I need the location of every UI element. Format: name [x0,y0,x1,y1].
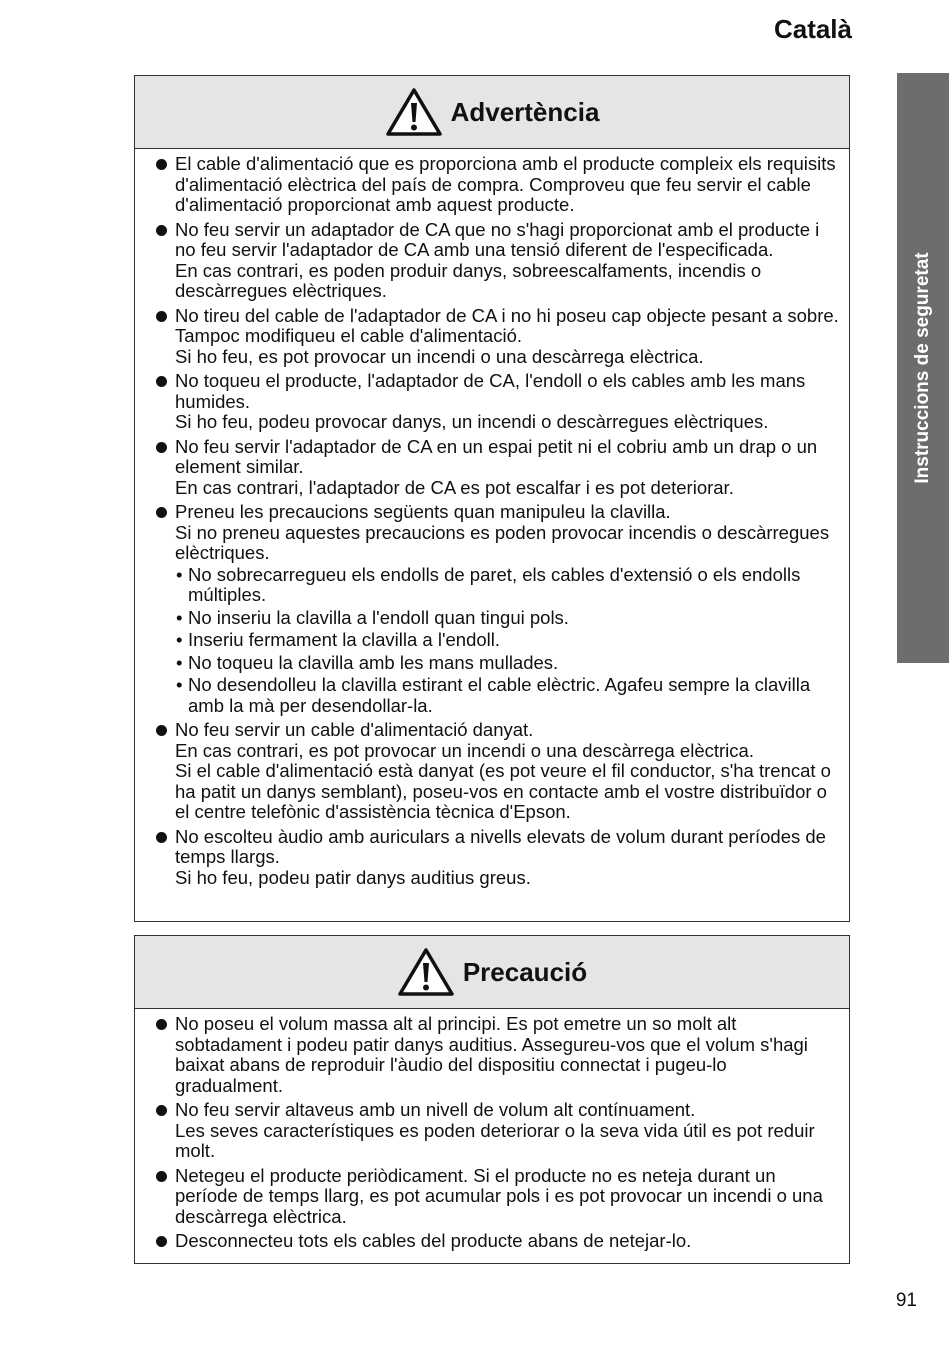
warning-sub-item: • No sobrecarregueu els endolls de paret, els cables d'extensió o els endolls múltiples. [175,565,839,606]
warning-item [155,371,839,433]
warning-item-text: No toqueu el producte, l'adaptador de CA, l'endoll o els cables amb les mans humides. [175,370,806,412]
warning-item-text: No feu servir l'adaptador de CA en un espai petit ni el cobriu amb un drap o un element similar. [175,435,818,477]
warning-sub-item: • No desendolleu la clavilla estirant el cable elèctric. Agafeu sempre la clavilla amb la mà per desendollar-la. [175,675,839,716]
caution-box [134,935,850,1264]
warning-item-text: No tireu del cable de l'adaptador de CA i no hi poseu cap objecte pesant a sobre. Tampoc modifiqueu el cable d'alimentació. [175,304,839,346]
warning-item [155,827,839,889]
warning-sub-list [175,565,839,717]
caution-title: Precaució [462,956,588,987]
warning-item [155,502,839,716]
caution-item [155,1166,839,1228]
side-tab-label: Instruccions de seguretat [912,252,933,484]
warning-item [155,154,839,216]
warning-item-text: Si ho feu, podeu patir danys auditius greus. [175,866,531,888]
caution-item-text: No poseu el volum massa alt al principi. Es pot emetre un so molt alt sobtadament i podeu patir danys auditius. Assegureu-vos que el volum s'hagi baixat abans de reproduir l'àudio del dispositiu connectat i pugeu-lo gradualment. [175,1013,808,1096]
warning-item-text: Si no preneu aquestes precaucions es poden provocar incendis o descàrregues elèctriques. [175,521,830,563]
caution-list [135,1009,849,1265]
warning-item-text: En cas contrari, l'adaptador de CA es pot escalfar i es pot deteriorar. [175,476,734,498]
language-heading: Català [773,14,852,44]
caution-header [135,936,849,1009]
warning-sub-item: • No inseriu la clavilla a l'endoll quan tingui pols. [175,608,839,629]
caution-item-text: Netegeu el producte periòdicament. Si el producte no es neteja durant un període de temps llarg, es pot acumular pols i es pot provocar un incendi o una descàrrega elèctrica. [175,1164,823,1227]
warning-item-text: Si ho feu, es pot provocar un incendi o una descàrrega elèctrica. [175,345,704,367]
warning-item-text: Si el cable d'alimentació està danyat (es pot veure el fil conductor, s'ha trencat o ha patit un danys semblant), poseu-vos en contacte amb el vostre distribuïdor o el centre telefònic d'assistència tècnica d'Epson. [175,760,831,822]
page-number: 91 [895,1290,917,1311]
warning-header [135,76,849,149]
warning-list [135,149,849,901]
warning-item-text: En cas contrari, es pot provocar un incendi o una descàrrega elèctrica. [175,739,754,761]
warning-item [155,220,839,302]
warning-item-text: Preneu les precaucions següents quan manipuleu la clavilla. [175,501,671,522]
warning-item-text: En cas contrari, es poden produir danys, sobreescalfaments, incendis o descàrregues elèctriques. [175,259,762,301]
warning-item-text: No feu servir un cable d'alimentació danyat. [175,719,534,740]
caution-item [155,1014,839,1096]
caution-item [155,1231,839,1252]
warning-sub-item: • Inseriu fermament la clavilla a l'endoll. [175,630,839,651]
warning-sub-item: • No toqueu la clavilla amb les mans mullades. [175,653,839,674]
warning-item-text: El cable d'alimentació que es proporciona amb el producte compleix els requisits d'alimentació elèctrica del país de compra. Comproveu que feu servir el cable d'alimentació proporcionat amb aquest producte. [175,153,836,215]
section-side-tab[interactable] [897,73,949,663]
warning-triangle-icon [385,87,443,137]
caution-item-text: No feu servir altaveus amb un nivell de volum alt contínuament. [175,1099,696,1120]
caution-item-text: Desconnecteu tots els cables del producte abans de netejar-lo. [175,1230,692,1251]
warning-item-text: Si ho feu, podeu provocar danys, un incendi o descàrregues elèctriques. [175,411,769,432]
warning-item [155,720,839,823]
caution-item-text: Les seves característiques es poden deteriorar o la seva vida útil es pot reduir molt. [175,1119,815,1161]
warning-item-text: No feu servir un adaptador de CA que no s'hagi proporcionat amb el producte i no feu servir l'adaptador de CA amb una tensió diferent de l'especificada. [175,218,820,260]
warning-title: Advertència [450,96,600,127]
warning-triangle-icon [397,947,455,997]
caution-item [155,1100,839,1162]
warning-item [155,437,839,499]
warning-item-text: No escolteu àudio amb auriculars a nivells elevats de volum durant períodes de temps llargs. [175,825,826,867]
warning-item [155,306,839,368]
warning-box [134,75,850,922]
